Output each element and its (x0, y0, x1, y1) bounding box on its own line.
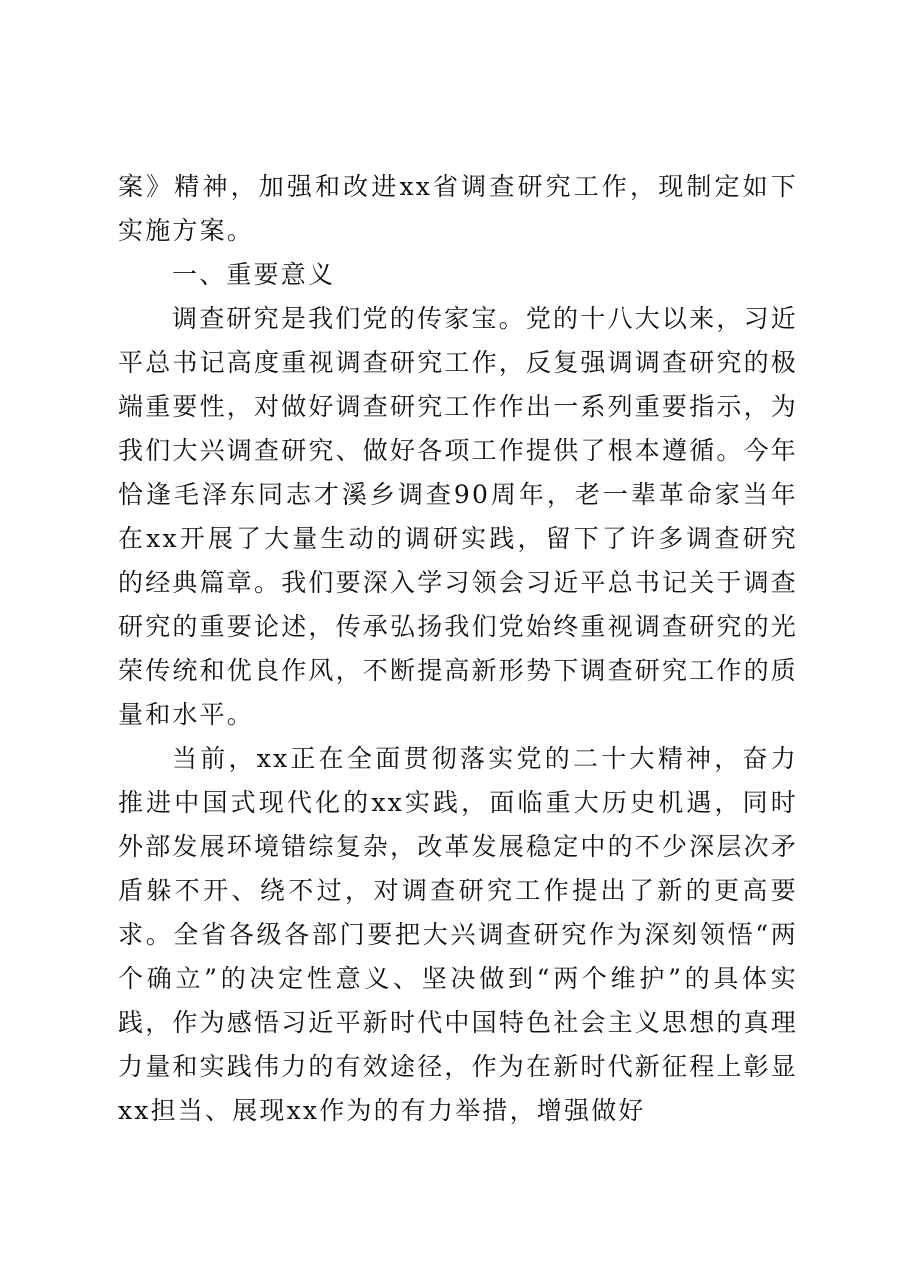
section-heading: 一、重要意义 (172, 260, 336, 289)
paragraph-continuation: 案》精神，加强和改进xx省调查研究工作，现制定如下实施方案。 (118, 172, 798, 245)
paragraph-significance: 调查研究是我们党的传家宝。党的十八大以来，习近平总书记高度重视调查研究工作，反复强调调查研究的极端重要性，对做好调查研究工作作出一系列重要指示，为我们大兴调查研究、做好各项工作提供了根本遵循。今年恰逢毛泽东同志才溪乡调查90周年，老一辈革命家当年在xx开展了大量生动的调研实践，留下了许多调查研究的经典篇章。我们要深入学习领会习近平总书记关于调查研究的重要论述，传承弘扬我们党始终重视调查研究的光荣传统和优良作风，不断提高新形势下调查研究工作的质量和水平。 (118, 304, 799, 729)
document-body (118, 165, 798, 1133)
paragraph-current-situation: 当前，xx正在全面贯彻落实党的二十大精神，奋力推进中国式现代化的xx实践，面临重大历史机遇，同时外部发展环境错综复杂，改革发展稳定中的不少深层次矛盾躲不开、绕不过，对调查研究工作提出了新的更高要求。全省各级各部门要把大兴调查研究作为深刻领悟“两个确立”的决定性意义、坚决做到“两个维护”的具体实践，作为感悟习近平新时代中国特色社会主义思想的真理力量和实践伟力的有效途径，作为在新时代新征程上彰显xx担当、展现xx作为的有力举措，增强做好 (118, 744, 799, 1125)
